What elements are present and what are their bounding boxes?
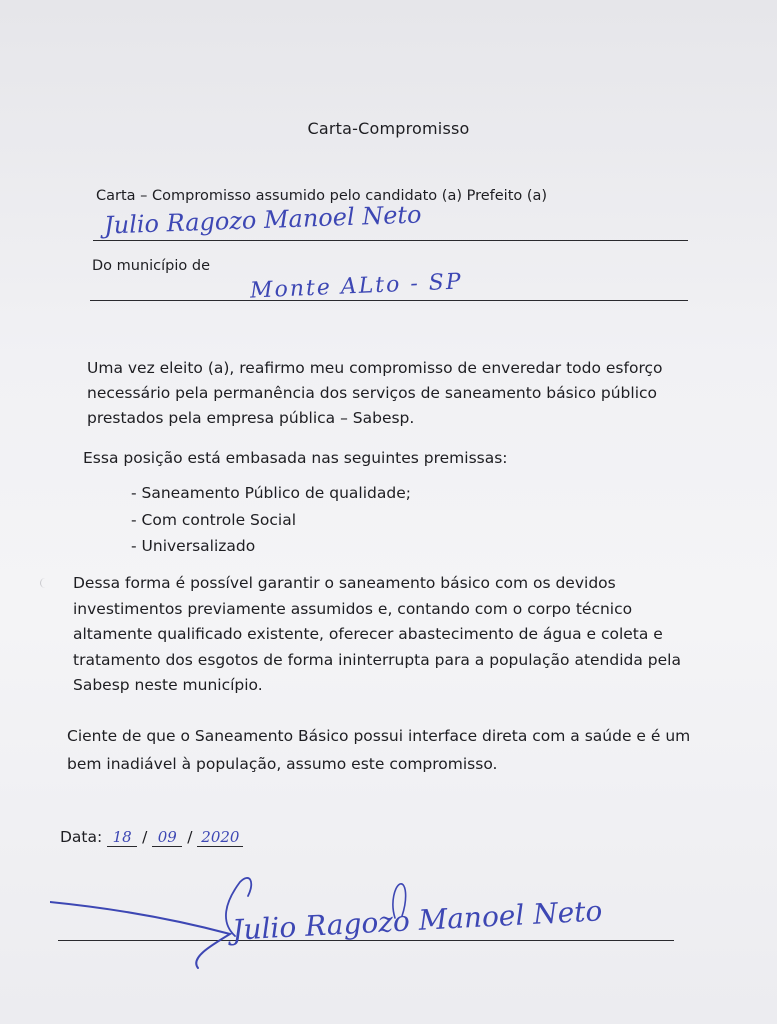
date-separator: / xyxy=(187,828,193,846)
date-row xyxy=(60,828,243,847)
list-item: - Saneamento Público de qualidade; xyxy=(131,484,411,502)
premises-intro: Essa posição está embasada nas seguintes premissas: xyxy=(83,449,508,467)
paper-mark xyxy=(40,578,49,588)
municipality-handwritten: Monte ALto - SP xyxy=(249,269,464,304)
date-label: Data: xyxy=(60,828,103,846)
candidate-label: Carta – Compromisso assumido pelo candidato (a) Prefeito (a) xyxy=(96,188,548,204)
document-title: Carta-Compromisso xyxy=(307,119,470,138)
date-separator: / xyxy=(142,828,148,846)
commitment-paragraph: Uma vez eleito (a), reafirmo meu compromisso de enveredar todo esforço necessário pela permanência dos serviços de saneamento básico público prestados pela empresa pública – Sabesp. xyxy=(87,359,663,427)
municipality-label: Do município de xyxy=(92,258,211,274)
signature-handwritten: Julio Ragozo Manoel Neto xyxy=(231,894,604,947)
awareness-paragraph: Ciente de que o Saneamento Básico possui interface direta com a saúde e é um bem inadiável à população, assumo este compromisso. xyxy=(67,727,691,773)
list-item: - Universalizado xyxy=(131,537,256,555)
municipality-line xyxy=(90,300,688,301)
date-year: 2020 xyxy=(197,828,243,847)
guarantee-paragraph: Dessa forma é possível garantir o saneamento básico com os devidos investimentos previamente assumidos e, contando com o corpo técnico altamente qualificado existente, oferecer abastecimento de água e coleta e tratamento dos esgotos de forma ininterrupta para a população atendida pela Sabesp neste município. xyxy=(73,574,681,694)
date-day: 18 xyxy=(107,828,137,847)
candidate-name-line xyxy=(93,240,688,241)
date-month: 09 xyxy=(152,828,182,847)
premises-list xyxy=(131,480,411,560)
candidate-name-handwritten: Julio Ragozo Manoel Neto xyxy=(103,200,422,240)
list-item: - Com controle Social xyxy=(131,510,296,529)
